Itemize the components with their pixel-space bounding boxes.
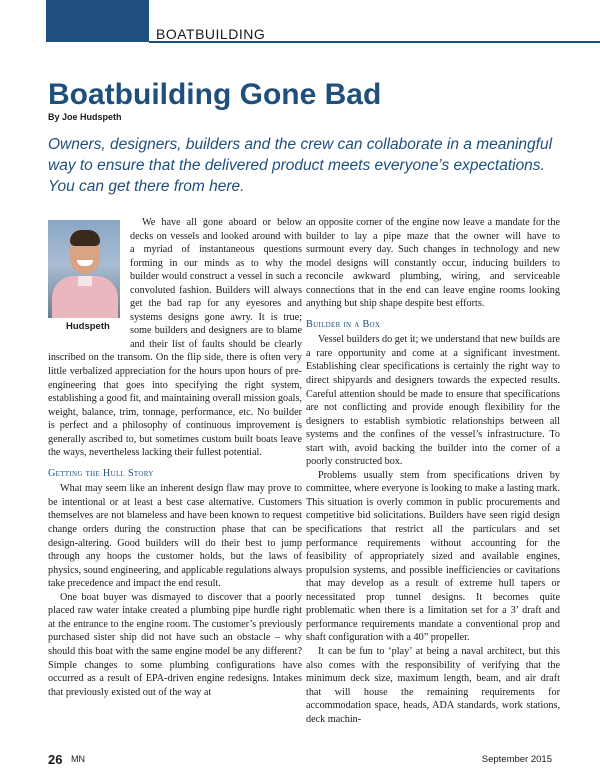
body-paragraph: Problems usually stem from specifications driven by committee, where everyone is looking to make a lasting mark. This situation is overly common in public procurements and competitive bid solicitations. Builders have seen rigid design specifications that restrict all the particulars and set performance requirements without accounting for the feasibility of appropriately sized and available engines, propulsion systems, and possible inefficiencies or cavitations that may develop as a result of extreme hull tapers or necessitated prop tunnel designs. It becomes quite problematic when there is a limitation set for a 3’ draft and performance requirements mandate a conventional prop and shaft configuration with a 40” propeller. xyxy=(306,469,560,644)
section-label: BOATBUILDING xyxy=(156,26,266,42)
body-paragraph: an opposite corner of the engine now leave a mandate for the builder to lay a pipe maze that the owner will have to surmount every day. Such changes in technology and new model designs will constantly occur, inducing builders to reconcile awkward plumbing, wiring, and serviceable connections that in the end can leave engine rooms looking anything but ship shape despite best efforts. xyxy=(306,217,560,310)
byline: By Joe Hudspeth xyxy=(48,112,122,122)
body-paragraph: One boat buyer was dismayed to discover that a poorly placed raw water intake created a plumbing pipe hurdle right at the entrance to the engine room. The customer’s previously purchased sister ship did not have such an obstacle – why should this boat with the same engine model be any different? Simple changes to some plumbing configurations have occurred as a result of EPA-driven engine redesigns. Intakes that previously existed out of the way at xyxy=(48,591,302,698)
article-column-right xyxy=(306,216,560,726)
subheading-hull-story: Getting the Hull Story xyxy=(48,467,154,479)
body-paragraph: Vessel builders do get it; we understand that new builds are a rare opportunity and come at a significant investment. Establishing clear specifications is certainly the right way to direct shipyards and designers towards the expected results. Careful attention should be made to ensure that specifications are not conflicting and provide enough flexibility for the designers to establish symbiotic relationships between all systems and the confines of the vessel’s infrastructure. To start with, avoid backing the builder into the corner of a poorly constructed box. xyxy=(306,334,560,468)
photo-caption: Hudspeth xyxy=(66,321,110,332)
article-deck: Owners, designers, builders and the crew can collaborate in a meaningful way to ensure that the delivered product meets everyone’s expectations. You can get there from here. xyxy=(48,136,553,195)
subheading-builder-in-a-box: Builder in a Box xyxy=(306,318,381,330)
photo-spacer xyxy=(48,216,130,344)
magazine-name: MN xyxy=(71,754,85,764)
issue-date: September 2015 xyxy=(481,754,552,765)
section-color-block xyxy=(46,0,149,42)
article-title: Boatbuilding Gone Bad xyxy=(48,78,382,111)
article-column-left xyxy=(48,216,302,699)
body-paragraph: What may seem like an inherent design flaw may prove to be intentional or at least a best case alternative. Customers themselves are not blameless and have been known to request change orders during the construction phase that can be design-altering. Good builders will do their best to jump through any hoops the customer holds, but the laws of physics, sound engineering, and applicable regulations always take precedence and impact the end result. xyxy=(48,483,302,590)
body-paragraph: It can be fun to ‘play’ at being a naval architect, but this also comes with the responsibility of verifying that the minimum deck size, maximum length, beam, and air draft that will house the remaining requirements for accommodation space, heads, ADA standards, work stations, deck machin- xyxy=(306,645,560,725)
page-number: 26 xyxy=(48,752,63,767)
body-paragraph: We have all gone aboard or below decks on vessels and looked around with a myriad of instantaneous questions forming in our minds as to why the builder would construct a vessel in such a convoluted fashion. Builders will always get the bad rap for any eyesores and systems designs gone awry. It is true; some builders and designers are to blame and their list of faults should be clearly inscribed on the transom. On the flip side, there is often very little verbalized appreciation for the hours upon hours of pre-engineering that goes into specifying the right system, establishing a good fit, and maintaining overall mission goals, weight, balance, trim, tonnage, performance, etc. No builder is perfect and a philosophy of continuous improvement is generally ascribed to, but sometimes custom built boats leave the ways, nevertheless lacking their fullest potential. xyxy=(48,217,302,459)
